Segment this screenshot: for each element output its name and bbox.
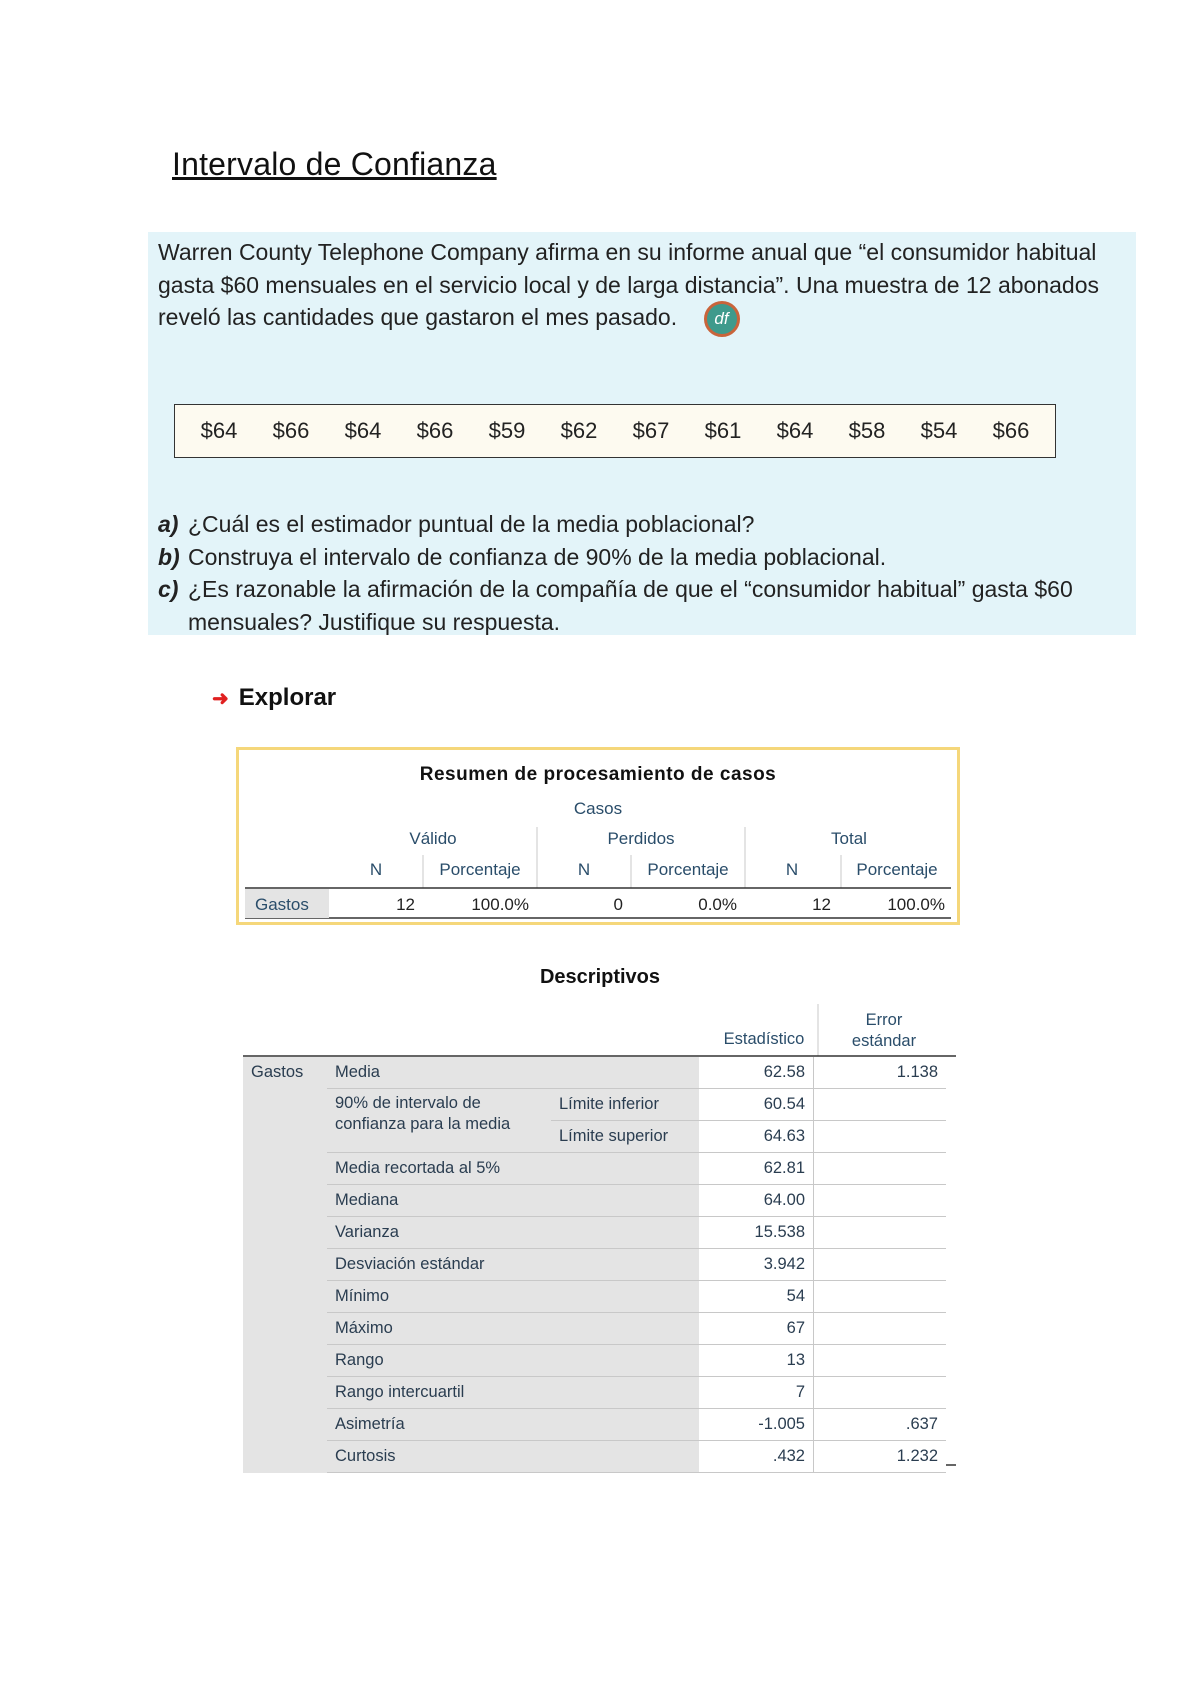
page-title: Intervalo de Confianza <box>172 146 497 182</box>
stat-cell: 15.538 <box>699 1217 814 1249</box>
perdidos-header: Perdidos <box>607 829 675 848</box>
ci-label: 90% de intervalo de confianza para la media <box>327 1089 551 1153</box>
case-cell: 100.0% <box>887 895 945 914</box>
table-row <box>243 1185 946 1217</box>
row-label: Curtosis <box>327 1441 699 1473</box>
err-cell <box>814 1153 947 1185</box>
table-row <box>243 1409 946 1441</box>
row-label: Rango intercuartil <box>327 1377 699 1409</box>
descriptivos-table <box>243 1057 946 1473</box>
df-icon: df <box>704 301 740 337</box>
question-text: Construya el intervalo de confianza de 90% de la media poblacional. <box>188 543 887 570</box>
row-label: Desviación estándar <box>327 1249 699 1281</box>
case-cell: 12 <box>812 895 831 914</box>
stat-cell: 62.81 <box>699 1153 814 1185</box>
err-cell: .637 <box>814 1409 947 1441</box>
stat-cell: .432 <box>699 1441 814 1473</box>
case-cell: 12 <box>396 895 415 914</box>
stat-cell: -1.005 <box>699 1409 814 1441</box>
problem-intro <box>158 236 1126 337</box>
err-cell: 1.232 <box>814 1441 947 1473</box>
sub-header: N <box>785 860 799 879</box>
sub-header: N <box>369 860 383 879</box>
case-row-label: Gastos <box>255 895 309 914</box>
questions-list <box>158 508 1128 638</box>
stat-cell: 60.54 <box>699 1089 814 1121</box>
red-arrow-icon: ➜ <box>212 688 229 710</box>
sub-header: Porcentaje <box>439 860 521 879</box>
table-row <box>243 1089 946 1121</box>
question-item <box>158 541 1128 574</box>
table-row <box>243 1345 946 1377</box>
casos-header: Casos <box>573 799 623 818</box>
case-summary-table <box>236 747 960 925</box>
question-label: c) <box>158 576 179 602</box>
table-row <box>243 1153 946 1185</box>
case-cell: 0.0% <box>698 895 737 914</box>
stat-cell: 13 <box>699 1345 814 1377</box>
table-row <box>243 1217 946 1249</box>
problem-intro-text: Warren County Telephone Company afirma en su informe anual que “el consumidor habitual gasta $60 mensuales en el servicio local y de larga distancia”. Una muestra de 12 abonados reveló las cantidades que gastaron el mes pasado. <box>158 239 1100 331</box>
row-label: Media <box>327 1057 699 1089</box>
row-label: Máximo <box>327 1313 699 1345</box>
err-cell <box>814 1281 947 1313</box>
sample-value: $64 <box>344 418 382 443</box>
row-label: Límite superior <box>551 1121 699 1153</box>
sample-value: $58 <box>848 418 886 443</box>
stat-cell: 64.00 <box>699 1185 814 1217</box>
stat-cell: 64.63 <box>699 1121 814 1153</box>
table-row <box>243 1057 946 1089</box>
sample-value: $54 <box>920 418 958 443</box>
stat-cell: 7 <box>699 1377 814 1409</box>
err-cell <box>814 1121 947 1153</box>
question-text: ¿Es razonable la afirmación de la compañía de que el “consumidor habitual” gasta $60 mensuales? Justifique su respuesta. <box>188 576 1073 635</box>
table-row <box>243 1377 946 1409</box>
sub-header: Porcentaje <box>647 860 729 879</box>
total-header: Total <box>831 829 867 848</box>
col-error-estandar: Error estándar <box>851 1011 917 1050</box>
err-cell <box>814 1089 947 1121</box>
case-cell: 0 <box>613 895 623 914</box>
sub-header: N <box>577 860 591 879</box>
case-summary-title: Resumen de procesamiento de casos <box>419 764 777 785</box>
sample-value: $66 <box>416 418 454 443</box>
err-cell <box>814 1345 947 1377</box>
sample-value: $66 <box>272 418 310 443</box>
err-cell <box>814 1217 947 1249</box>
question-item <box>158 573 1128 638</box>
sample-value: $62 <box>560 418 598 443</box>
problem-box <box>148 232 1136 635</box>
row-label: Mediana <box>327 1185 699 1217</box>
sub-header: Porcentaje <box>856 860 938 879</box>
row-label: Mínimo <box>327 1281 699 1313</box>
row-label: Límite inferior <box>551 1089 699 1121</box>
row-label: Rango <box>327 1345 699 1377</box>
table-row <box>243 1441 946 1473</box>
sample-value: $64 <box>200 418 238 443</box>
question-label: a) <box>158 511 179 537</box>
explorar-heading <box>212 684 336 712</box>
sample-values-box <box>174 404 1056 458</box>
valido-header: Válido <box>409 829 457 848</box>
sample-value: $66 <box>992 418 1030 443</box>
stat-cell: 54 <box>699 1281 814 1313</box>
sample-value: $67 <box>632 418 670 443</box>
row-label: Varianza <box>327 1217 699 1249</box>
table-row <box>243 1249 946 1281</box>
row-label: Asimetría <box>327 1409 699 1441</box>
err-cell <box>814 1377 947 1409</box>
sample-value: $59 <box>488 418 526 443</box>
stat-cell: 62.58 <box>699 1057 814 1089</box>
err-cell <box>814 1313 947 1345</box>
stat-cell: 3.942 <box>699 1249 814 1281</box>
question-label: b) <box>158 543 180 570</box>
stat-cell: 67 <box>699 1313 814 1345</box>
err-cell <box>814 1249 947 1281</box>
table-row <box>243 1313 946 1345</box>
col-estadistico: Estadístico <box>723 1030 805 1048</box>
err-cell: 1.138 <box>814 1057 947 1089</box>
case-cell: 100.0% <box>471 895 529 914</box>
question-item <box>158 508 1128 541</box>
explorar-label: Explorar <box>238 684 337 711</box>
row-label: Media recortada al 5% <box>327 1153 699 1185</box>
var-label: Gastos <box>243 1057 327 1473</box>
table-row <box>243 1281 946 1313</box>
question-text: ¿Cuál es el estimador puntual de la media poblacional? <box>188 511 755 537</box>
err-cell <box>814 1185 947 1217</box>
sample-value: $61 <box>704 418 742 443</box>
sample-value: $64 <box>776 418 814 443</box>
descriptivos-title: Descriptivos <box>539 966 661 988</box>
